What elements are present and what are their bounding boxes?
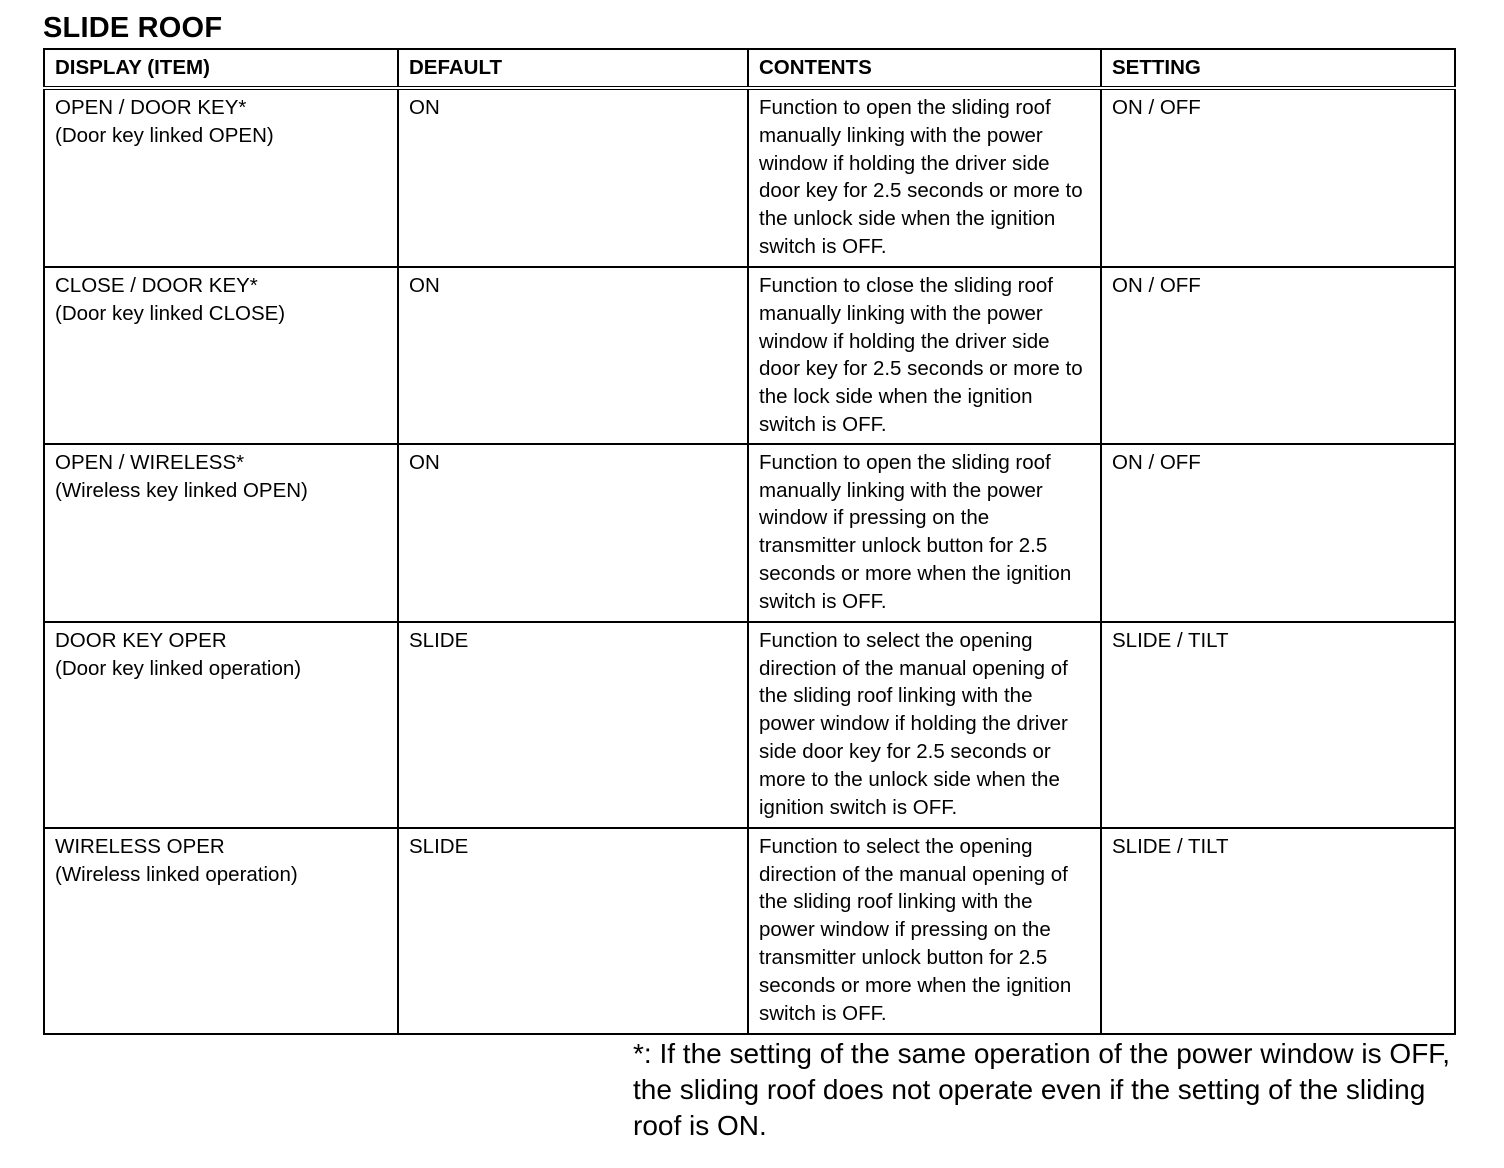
cell-contents: Function to open the sliding roof manually linking with the power window if holding the driver side door key for 2.5 seconds or more to the unlock side when the ignition switch is OFF.	[748, 88, 1101, 267]
cell-default: SLIDE	[398, 622, 748, 828]
header-display-item: DISPLAY (ITEM)	[44, 49, 398, 88]
cell-display-item	[44, 444, 398, 622]
table-row	[44, 622, 1455, 828]
cell-contents: Function to open the sliding roof manually linking with the power window if pressing on the transmitter unlock button for 2.5 seconds or more when the ignition switch is OFF.	[748, 444, 1101, 622]
item-description: (Door key linked OPEN)	[55, 123, 274, 147]
cell-setting: ON / OFF	[1101, 88, 1455, 267]
item-name: WIRELESS OPER	[55, 834, 225, 858]
table-header-row	[44, 49, 1455, 88]
cell-default: ON	[398, 88, 748, 267]
cell-contents: Function to close the sliding roof manually linking with the power window if holding the driver side door key for 2.5 seconds or more to the lock side when the ignition switch is OFF.	[748, 267, 1101, 444]
cell-display-item	[44, 267, 398, 444]
slide-roof-table	[43, 48, 1456, 1035]
cell-default: SLIDE	[398, 828, 748, 1034]
item-name: OPEN / WIRELESS*	[55, 450, 245, 474]
footnote: *: If the setting of the same operation of the power window is OFF, the sliding roof does not operate even if the setting of the sliding roof is ON.	[633, 1038, 1451, 1141]
table-row	[44, 88, 1455, 267]
item-description: (Door key linked CLOSE)	[55, 301, 286, 325]
cell-setting: SLIDE / TILT	[1101, 622, 1455, 828]
item-name: CLOSE / DOOR KEY*	[55, 274, 258, 297]
header-contents: CONTENTS	[748, 49, 1101, 88]
cell-setting: SLIDE / TILT	[1101, 828, 1455, 1034]
header-default: DEFAULT	[398, 49, 748, 88]
table-row	[44, 444, 1455, 622]
item-name: OPEN / DOOR KEY*	[55, 96, 247, 119]
cell-contents: Function to select the opening direction of the manual opening of the sliding roof linking with the power window if pressing on the transmitter unlock button for 2.5 seconds or more when the ignition switch is OFF.	[748, 828, 1101, 1034]
cell-display-item	[44, 828, 398, 1034]
cell-setting: ON / OFF	[1101, 267, 1455, 444]
item-description: (Door key linked operation)	[55, 656, 302, 680]
header-setting: SETTING	[1101, 49, 1455, 88]
section-title: SLIDE ROOF	[43, 12, 223, 44]
item-description: (Wireless key linked OPEN)	[55, 478, 308, 502]
cell-display-item	[44, 88, 398, 267]
cell-default: ON	[398, 444, 748, 622]
cell-contents: Function to select the opening direction of the manual opening of the sliding roof linking with the power window if holding the driver side door key for 2.5 seconds or more to the unlock side when the ignition switch is OFF.	[748, 622, 1101, 828]
table-row	[44, 828, 1455, 1034]
cell-display-item	[44, 622, 398, 828]
item-name: DOOR KEY OPER	[55, 628, 227, 652]
item-description: (Wireless linked operation)	[55, 862, 298, 886]
table-row	[44, 267, 1455, 444]
cell-setting: ON / OFF	[1101, 444, 1455, 622]
cell-default: ON	[398, 267, 748, 444]
